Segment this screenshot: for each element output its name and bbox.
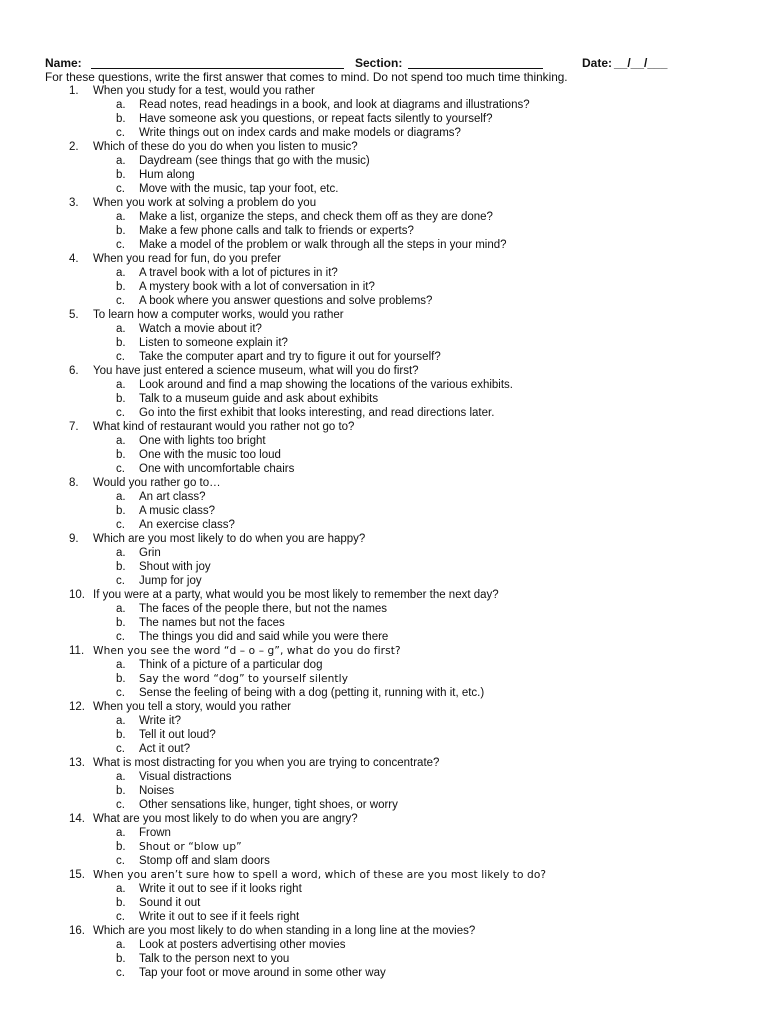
question-item (0, 700, 768, 714)
question-item (0, 140, 768, 154)
option-text: The names but not the faces (139, 617, 285, 629)
option-letter: b. (116, 393, 126, 405)
answer-option[interactable] (0, 742, 768, 756)
question-item (0, 84, 768, 98)
name-label: Name: (45, 56, 82, 70)
option-text: Hum along (139, 169, 195, 181)
option-letter: a. (116, 211, 126, 223)
answer-option[interactable] (0, 966, 768, 980)
question-item (0, 644, 768, 658)
option-text: Think of a picture of a particular dog (139, 659, 323, 671)
answer-option[interactable] (0, 882, 768, 896)
question-number: 13. (69, 757, 85, 769)
question-item (0, 588, 768, 602)
option-letter: b. (116, 225, 126, 237)
option-text: Make a model of the problem or walk through all the steps in your mind? (139, 239, 507, 251)
option-text: The things you did and said while you were there (139, 631, 389, 643)
question-number: 4. (69, 253, 79, 265)
question-text: Which are you most likely to do when standing in a long line at the movies? (93, 925, 476, 937)
option-text: Say the word “dog” to yourself silently (139, 673, 349, 685)
option-letter: c. (116, 631, 125, 643)
option-letter: c. (116, 911, 125, 923)
option-letter: c. (116, 463, 125, 475)
answer-option[interactable] (0, 98, 768, 112)
answer-option[interactable] (0, 168, 768, 182)
question-list (0, 84, 768, 980)
question-text: To learn how a computer works, would you rather (93, 309, 344, 321)
answer-option[interactable] (0, 238, 768, 252)
question-number: 1. (69, 85, 79, 97)
answer-option[interactable] (0, 672, 768, 686)
question-item (0, 308, 768, 322)
answer-option[interactable] (0, 574, 768, 588)
answer-option[interactable] (0, 434, 768, 448)
option-text: Jump for joy (139, 575, 202, 587)
option-text: Move with the music, tap your foot, etc. (139, 183, 339, 195)
question-number: 8. (69, 477, 79, 489)
name-blank-line[interactable] (91, 68, 344, 69)
option-text: The faces of the people there, but not the names (139, 603, 388, 615)
option-letter: b. (116, 113, 126, 125)
question-text: Would you rather go to… (93, 477, 221, 489)
question-number: 15. (69, 869, 85, 881)
option-letter: c. (116, 855, 125, 867)
option-letter: c. (116, 575, 125, 587)
option-text: Other sensations like, hunger, tight shoes, or worry (139, 799, 398, 811)
question-number: 2. (69, 141, 79, 153)
answer-option[interactable] (0, 280, 768, 294)
option-text: Go into the first exhibit that looks interesting, and read directions later. (139, 407, 495, 419)
option-text: Take the computer apart and try to figure it out for yourself? (139, 351, 441, 363)
answer-option[interactable] (0, 518, 768, 532)
question-text: When you work at solving a problem do you (93, 197, 317, 209)
question-text: You have just entered a science museum, what will you do first? (93, 365, 419, 377)
question-text: What kind of restaurant would you rather not go to? (93, 421, 355, 433)
option-letter: c. (116, 967, 125, 979)
answer-option[interactable] (0, 798, 768, 812)
answer-option[interactable] (0, 854, 768, 868)
answer-option[interactable] (0, 294, 768, 308)
option-text: Tap your foot or move around in some other way (139, 967, 386, 979)
option-text: A mystery book with a lot of conversation in it? (139, 281, 375, 293)
option-text: One with lights too bright (139, 435, 266, 447)
option-letter: a. (116, 323, 126, 335)
option-letter: c. (116, 183, 125, 195)
question-text: When you read for fun, do you prefer (93, 253, 281, 265)
answer-option[interactable] (0, 686, 768, 700)
option-letter: b. (116, 897, 126, 909)
option-letter: b. (116, 841, 126, 853)
question-text: What are you most likely to do when you are angry? (93, 813, 358, 825)
answer-option[interactable] (0, 546, 768, 560)
question-number: 14. (69, 813, 85, 825)
date-blanks[interactable]: __/__/___ (614, 56, 668, 70)
answer-option[interactable] (0, 448, 768, 462)
question-number: 3. (69, 197, 79, 209)
option-letter: a. (116, 827, 126, 839)
option-letter: b. (116, 561, 126, 573)
answer-option[interactable] (0, 728, 768, 742)
answer-option[interactable] (0, 126, 768, 140)
option-letter: a. (116, 603, 126, 615)
section-blank-line[interactable] (408, 68, 543, 69)
option-text: Noises (139, 785, 175, 797)
answer-option[interactable] (0, 602, 768, 616)
question-item (0, 364, 768, 378)
option-text: Stomp off and slam doors (139, 855, 270, 867)
question-text: When you see the word “d – o – g”, what do you do first? (93, 645, 401, 657)
answer-option[interactable] (0, 616, 768, 630)
question-text: When you tell a story, would you rather (93, 701, 291, 713)
option-letter: a. (116, 267, 126, 279)
answer-option[interactable] (0, 504, 768, 518)
option-text: Visual distractions (139, 771, 232, 783)
option-text: Sense the feeling of being with a dog (petting it, running with it, etc.) (139, 687, 485, 699)
option-letter: b. (116, 617, 126, 629)
answer-option[interactable] (0, 336, 768, 350)
option-letter: b. (116, 729, 126, 741)
option-text: Tell it out loud? (139, 729, 216, 741)
option-text: Act it out? (139, 743, 191, 755)
option-letter: b. (116, 281, 126, 293)
option-letter: a. (116, 547, 126, 559)
option-text: One with uncomfortable chairs (139, 463, 295, 475)
option-text: Watch a movie about it? (139, 323, 262, 335)
option-letter: a. (116, 771, 126, 783)
question-number: 5. (69, 309, 79, 321)
option-letter: a. (116, 715, 126, 727)
answer-option[interactable] (0, 910, 768, 924)
option-letter: c. (116, 743, 125, 755)
option-text: Shout with joy (139, 561, 211, 573)
question-number: 16. (69, 925, 85, 937)
question-number: 10. (69, 589, 85, 601)
answer-option[interactable] (0, 462, 768, 476)
option-text: Listen to someone explain it? (139, 337, 288, 349)
question-number: 6. (69, 365, 79, 377)
question-item (0, 532, 768, 546)
option-text: Look around and find a map showing the locations of the various exhibits. (139, 379, 513, 391)
answer-option[interactable] (0, 784, 768, 798)
question-number: 9. (69, 533, 79, 545)
answer-option[interactable] (0, 350, 768, 364)
option-letter: c. (116, 127, 125, 139)
option-letter: c. (116, 407, 125, 419)
question-item (0, 812, 768, 826)
option-letter: b. (116, 785, 126, 797)
option-text: One with the music too loud (139, 449, 281, 461)
answer-option[interactable] (0, 630, 768, 644)
answer-option[interactable] (0, 224, 768, 238)
option-letter: c. (116, 687, 125, 699)
option-letter: c. (116, 239, 125, 251)
option-text: Grin (139, 547, 161, 559)
option-letter: a. (116, 659, 126, 671)
answer-option[interactable] (0, 392, 768, 406)
option-letter: c. (116, 295, 125, 307)
question-item (0, 420, 768, 434)
answer-option[interactable] (0, 658, 768, 672)
question-item (0, 756, 768, 770)
question-text: When you study for a test, would you rather (93, 85, 315, 97)
option-text: Talk to a museum guide and ask about exhibits (139, 393, 379, 405)
answer-option[interactable] (0, 714, 768, 728)
option-text: Make a few phone calls and talk to friends or experts? (139, 225, 414, 237)
option-letter: b. (116, 673, 126, 685)
answer-option[interactable] (0, 322, 768, 336)
option-letter: a. (116, 155, 126, 167)
question-text: Which are you most likely to do when you are happy? (93, 533, 366, 545)
option-text: A travel book with a lot of pictures in it? (139, 267, 338, 279)
question-text: Which of these do you do when you listen to music? (93, 141, 358, 153)
option-text: Make a list, organize the steps, and check them off as they are done? (139, 211, 493, 223)
answer-option[interactable] (0, 938, 768, 952)
option-text: Talk to the person next to you (139, 953, 290, 965)
option-letter: b. (116, 169, 126, 181)
option-letter: a. (116, 491, 126, 503)
question-item (0, 924, 768, 938)
answer-option[interactable] (0, 490, 768, 504)
answer-option[interactable] (0, 378, 768, 392)
option-letter: c. (116, 351, 125, 363)
section-label: Section: (355, 56, 403, 70)
answer-option[interactable] (0, 266, 768, 280)
option-text: An art class? (139, 491, 206, 503)
answer-option[interactable] (0, 112, 768, 126)
option-letter: a. (116, 939, 126, 951)
option-letter: b. (116, 505, 126, 517)
option-letter: c. (116, 519, 125, 531)
option-letter: a. (116, 435, 126, 447)
option-text: A book where you answer questions and solve problems? (139, 295, 433, 307)
question-number: 7. (69, 421, 79, 433)
option-text: Sound it out (139, 897, 201, 909)
option-letter: c. (116, 799, 125, 811)
option-letter: a. (116, 99, 126, 111)
option-letter: b. (116, 449, 126, 461)
option-letter: a. (116, 379, 126, 391)
option-text: Look at posters advertising other movies (139, 939, 346, 951)
answer-option[interactable] (0, 182, 768, 196)
question-text: What is most distracting for you when you are trying to concentrate? (93, 757, 440, 769)
answer-option[interactable] (0, 154, 768, 168)
instructions-text: For these questions, write the first answer that comes to mind. Do not spend too much time thinking. (45, 70, 568, 84)
question-item (0, 252, 768, 266)
option-text: Write it? (139, 715, 181, 727)
option-text: An exercise class? (139, 519, 235, 531)
option-text: Write things out on index cards and make models or diagrams? (139, 127, 461, 139)
answer-option[interactable] (0, 210, 768, 224)
question-item (0, 196, 768, 210)
option-letter: b. (116, 337, 126, 349)
question-text: If you were at a party, what would you be most likely to remember the next day? (93, 589, 499, 601)
option-letter: a. (116, 883, 126, 895)
question-number: 11. (69, 645, 85, 657)
option-text: Read notes, read headings in a book, and look at diagrams and illustrations? (139, 99, 530, 111)
question-item (0, 476, 768, 490)
answer-option[interactable] (0, 770, 768, 784)
answer-option[interactable] (0, 826, 768, 840)
option-text: Daydream (see things that go with the music) (139, 155, 370, 167)
question-item (0, 868, 768, 882)
answer-option[interactable] (0, 406, 768, 420)
option-text: Shout or “blow up” (139, 841, 242, 853)
answer-option[interactable] (0, 896, 768, 910)
date-label: Date: (582, 56, 613, 70)
option-text: Write it out to see if it looks right (139, 883, 302, 895)
option-text: Have someone ask you questions, or repeat facts silently to yourself? (139, 113, 493, 125)
answer-option[interactable] (0, 840, 768, 854)
option-text: Frown (139, 827, 171, 839)
question-text: When you aren’t sure how to spell a word, which of these are you most likely to do? (93, 869, 547, 881)
option-text: Write it out to see if it feels right (139, 911, 300, 923)
question-number: 12. (69, 701, 85, 713)
option-text: A music class? (139, 505, 216, 517)
answer-option[interactable] (0, 560, 768, 574)
option-letter: b. (116, 953, 126, 965)
answer-option[interactable] (0, 952, 768, 966)
